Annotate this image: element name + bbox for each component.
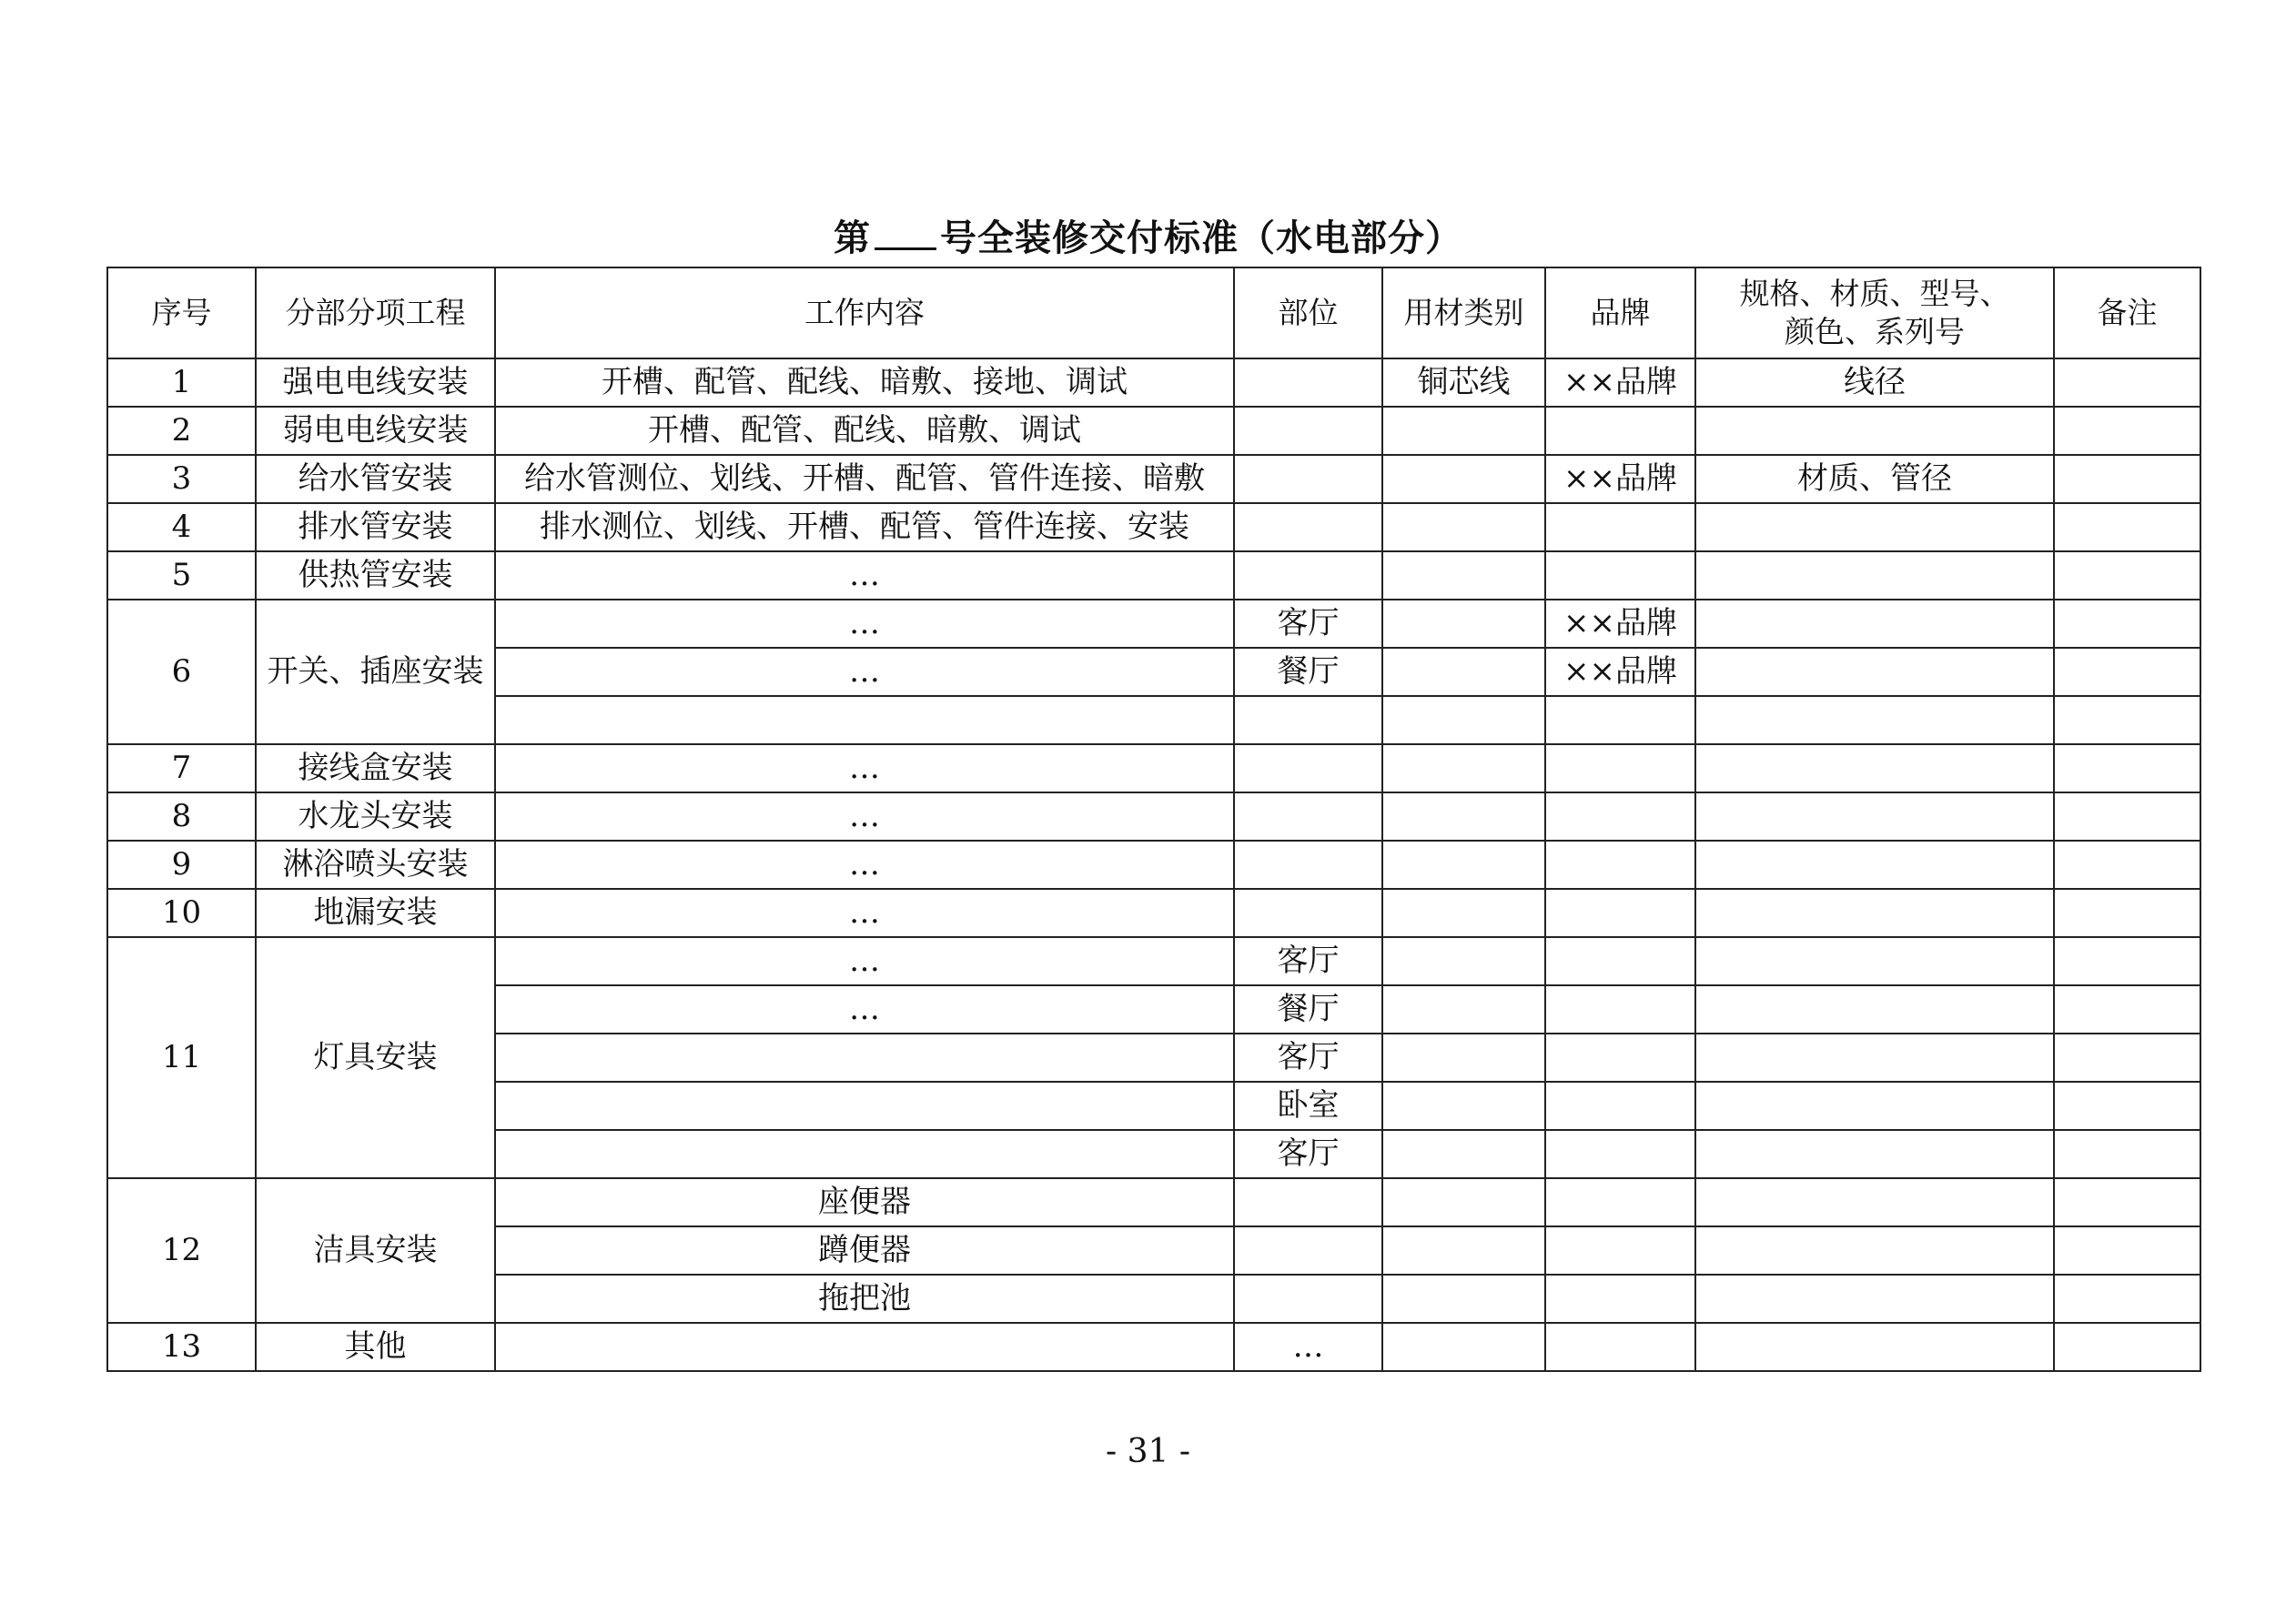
cell-location: 客厅 (1234, 937, 1382, 985)
cell-material (1382, 551, 1545, 600)
cell-spec (1695, 985, 2054, 1034)
cell-project: 淋浴喷头安装 (256, 841, 495, 889)
cell-project: 供热管安装 (256, 551, 495, 600)
cell-content (495, 1130, 1234, 1178)
cell-material (1382, 648, 1545, 696)
delivery-standard-table (106, 267, 2201, 1372)
cell-location: 客厅 (1234, 600, 1382, 648)
cell-remark (2054, 1226, 2200, 1275)
table-row (107, 455, 2200, 503)
cell-material (1382, 792, 1545, 841)
cell-location: 餐厅 (1234, 648, 1382, 696)
cell-spec (1695, 551, 2054, 600)
cell-material (1382, 1226, 1545, 1275)
table-row (107, 407, 2200, 455)
cell-spec (1695, 1130, 2054, 1178)
cell-seq: 11 (107, 937, 256, 1178)
cell-remark (2054, 648, 2200, 696)
cell-project: 接线盒安装 (256, 744, 495, 792)
title-prefix: 第 (834, 217, 871, 259)
cell-seq: 12 (107, 1178, 256, 1323)
cell-remark (2054, 1082, 2200, 1130)
cell-material (1382, 696, 1545, 744)
cell-seq: 4 (107, 503, 256, 551)
cell-seq: 9 (107, 841, 256, 889)
table-row (107, 937, 2200, 985)
header-seq: 序号 (107, 267, 256, 358)
cell-brand (1545, 1275, 1695, 1323)
title-suffix: 号全装修交付标准（水电部分） (940, 217, 1462, 259)
cell-brand (1545, 1082, 1695, 1130)
cell-spec (1695, 600, 2054, 648)
cell-remark (2054, 503, 2200, 551)
cell-seq: 8 (107, 792, 256, 841)
cell-location: … (1234, 1323, 1382, 1371)
cell-material (1382, 985, 1545, 1034)
cell-spec (1695, 648, 2054, 696)
table-row (107, 358, 2200, 407)
cell-material (1382, 600, 1545, 648)
cell-remark (2054, 841, 2200, 889)
cell-remark (2054, 358, 2200, 407)
cell-material (1382, 744, 1545, 792)
cell-location (1234, 551, 1382, 600)
cell-project: 洁具安装 (256, 1178, 495, 1323)
cell-content: … (495, 551, 1234, 600)
cell-seq: 3 (107, 455, 256, 503)
cell-remark (2054, 744, 2200, 792)
cell-spec (1695, 792, 2054, 841)
cell-brand (1545, 937, 1695, 985)
table-row (107, 744, 2200, 792)
cell-content: … (495, 744, 1234, 792)
cell-content: … (495, 985, 1234, 1034)
cell-location (1234, 1178, 1382, 1226)
table-row (107, 600, 2200, 648)
header-location: 部位 (1234, 267, 1382, 358)
cell-spec (1695, 889, 2054, 937)
cell-material (1382, 503, 1545, 551)
table-row (107, 551, 2200, 600)
cell-project: 地漏安装 (256, 889, 495, 937)
header-row (107, 267, 2200, 358)
cell-remark (2054, 551, 2200, 600)
cell-material: 铜芯线 (1382, 358, 1545, 407)
cell-spec (1695, 1323, 2054, 1371)
cell-spec (1695, 1034, 2054, 1082)
cell-content: 座便器 (495, 1178, 1234, 1226)
cell-location (1234, 407, 1382, 455)
page-number: - 31 - (1105, 1433, 1191, 1470)
cell-content (495, 1323, 1234, 1371)
cell-content: … (495, 600, 1234, 648)
cell-material (1382, 1082, 1545, 1130)
header-content: 工作内容 (495, 267, 1234, 358)
cell-spec (1695, 696, 2054, 744)
cell-location (1234, 744, 1382, 792)
cell-spec (1695, 1226, 2054, 1275)
cell-material (1382, 1130, 1545, 1178)
cell-brand (1545, 792, 1695, 841)
cell-material (1382, 455, 1545, 503)
cell-spec (1695, 503, 2054, 551)
table-row (107, 503, 2200, 551)
cell-location (1234, 696, 1382, 744)
cell-location (1234, 503, 1382, 551)
cell-content: … (495, 648, 1234, 696)
cell-location (1234, 792, 1382, 841)
cell-content: 排水测位、划线、开槽、配管、管件连接、安装 (495, 503, 1234, 551)
cell-spec (1695, 1178, 2054, 1226)
cell-project: 开关、插座安装 (256, 600, 495, 744)
cell-location (1234, 841, 1382, 889)
cell-brand (1545, 744, 1695, 792)
page-title (0, 211, 2296, 262)
cell-brand (1545, 551, 1695, 600)
cell-brand: ××品牌 (1545, 600, 1695, 648)
cell-material (1382, 1323, 1545, 1371)
cell-seq: 6 (107, 600, 256, 744)
cell-content: 开槽、配管、配线、暗敷、调试 (495, 407, 1234, 455)
cell-material (1382, 1034, 1545, 1082)
cell-location: 餐厅 (1234, 985, 1382, 1034)
cell-location (1234, 1226, 1382, 1275)
cell-project: 其他 (256, 1323, 495, 1371)
cell-seq: 2 (107, 407, 256, 455)
cell-seq: 10 (107, 889, 256, 937)
table-row (107, 841, 2200, 889)
cell-material (1382, 937, 1545, 985)
cell-remark (2054, 455, 2200, 503)
cell-project: 强电电线安装 (256, 358, 495, 407)
header-remark: 备注 (2054, 267, 2200, 358)
cell-content (495, 1082, 1234, 1130)
cell-remark (2054, 1130, 2200, 1178)
cell-content: 给水管测位、划线、开槽、配管、管件连接、暗敷 (495, 455, 1234, 503)
cell-brand (1545, 696, 1695, 744)
cell-location: 卧室 (1234, 1082, 1382, 1130)
cell-material (1382, 1275, 1545, 1323)
cell-brand (1545, 889, 1695, 937)
cell-remark (2054, 792, 2200, 841)
table-row (107, 1178, 2200, 1226)
cell-spec (1695, 1082, 2054, 1130)
cell-seq: 7 (107, 744, 256, 792)
cell-spec (1695, 841, 2054, 889)
cell-seq: 5 (107, 551, 256, 600)
cell-remark (2054, 985, 2200, 1034)
cell-remark (2054, 1178, 2200, 1226)
header-project: 分部分项工程 (256, 267, 495, 358)
cell-brand (1545, 1130, 1695, 1178)
header-spec (1695, 267, 2054, 358)
cell-brand (1545, 503, 1695, 551)
cell-location (1234, 1275, 1382, 1323)
cell-location (1234, 889, 1382, 937)
cell-remark (2054, 1323, 2200, 1371)
cell-spec: 材质、管径 (1695, 455, 2054, 503)
cell-content: … (495, 937, 1234, 985)
cell-material (1382, 407, 1545, 455)
cell-content: … (495, 792, 1234, 841)
cell-project: 灯具安装 (256, 937, 495, 1178)
header-brand: 品牌 (1545, 267, 1695, 358)
cell-content: … (495, 841, 1234, 889)
cell-spec (1695, 937, 2054, 985)
cell-location (1234, 358, 1382, 407)
table-row (107, 1323, 2200, 1371)
cell-remark (2054, 600, 2200, 648)
cell-brand (1545, 1226, 1695, 1275)
cell-brand (1545, 1323, 1695, 1371)
cell-brand: ××品牌 (1545, 455, 1695, 503)
cell-brand (1545, 1178, 1695, 1226)
cell-material (1382, 889, 1545, 937)
cell-material (1382, 841, 1545, 889)
cell-content: … (495, 889, 1234, 937)
cell-remark (2054, 696, 2200, 744)
cell-project: 水龙头安装 (256, 792, 495, 841)
cell-spec (1695, 744, 2054, 792)
cell-brand: ××品牌 (1545, 648, 1695, 696)
title-blank-line (875, 211, 936, 250)
cell-brand (1545, 1034, 1695, 1082)
header-material: 用材类别 (1382, 267, 1545, 358)
cell-location (1234, 455, 1382, 503)
cell-content: 开槽、配管、配线、暗敷、接地、调试 (495, 358, 1234, 407)
cell-content: 拖把池 (495, 1275, 1234, 1323)
cell-project: 弱电电线安装 (256, 407, 495, 455)
cell-brand (1545, 985, 1695, 1034)
cell-remark (2054, 407, 2200, 455)
cell-spec (1695, 1275, 2054, 1323)
cell-remark (2054, 1275, 2200, 1323)
cell-material (1382, 1178, 1545, 1226)
cell-brand (1545, 841, 1695, 889)
cell-content (495, 1034, 1234, 1082)
header-spec-line1: 规格、材质、型号、 (1739, 276, 2010, 311)
cell-remark (2054, 937, 2200, 985)
cell-content (495, 696, 1234, 744)
cell-project: 排水管安装 (256, 503, 495, 551)
cell-brand: ××品牌 (1545, 358, 1695, 407)
header-spec-line2: 颜色、系列号 (1785, 314, 1965, 349)
cell-spec (1695, 407, 2054, 455)
cell-seq: 1 (107, 358, 256, 407)
cell-remark (2054, 889, 2200, 937)
cell-content: 蹲便器 (495, 1226, 1234, 1275)
cell-location: 客厅 (1234, 1130, 1382, 1178)
cell-remark (2054, 1034, 2200, 1082)
cell-spec: 线径 (1695, 358, 2054, 407)
cell-project: 给水管安装 (256, 455, 495, 503)
cell-location: 客厅 (1234, 1034, 1382, 1082)
table-row (107, 889, 2200, 937)
cell-brand (1545, 407, 1695, 455)
table-row (107, 792, 2200, 841)
cell-seq: 13 (107, 1323, 256, 1371)
